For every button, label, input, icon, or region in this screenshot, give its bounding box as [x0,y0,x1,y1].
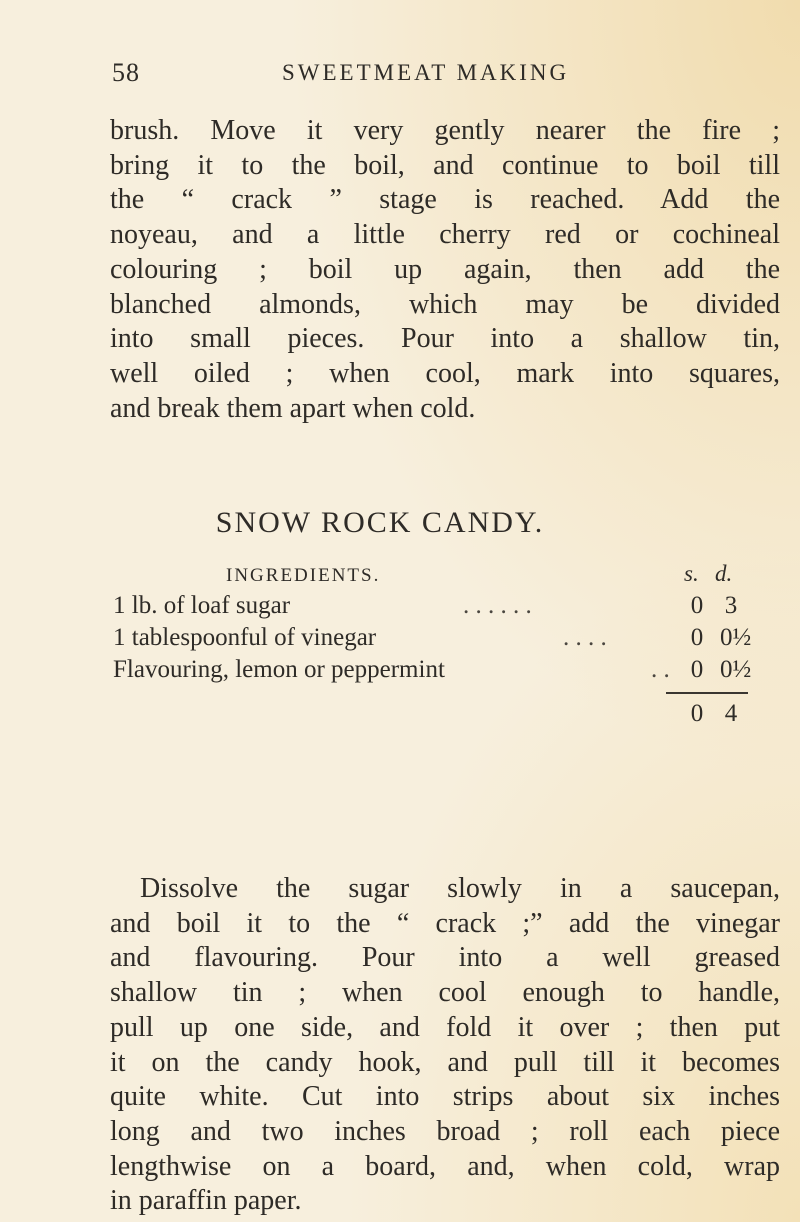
leader-dots: . . [651,656,670,683]
total-pence: 4 [724,700,738,727]
text-line: lengthwise on a board, and, when cold, wrap [110,1150,780,1182]
ingredients-heading: INGREDIENTS. [226,565,381,586]
ingredient-pence: 3 [724,592,738,619]
ingredient-pence: 0½ [720,656,752,683]
ingredient-row [113,624,753,656]
text-line: shallow tin ; when cool enough to handle, [110,977,780,1009]
ingredient-pence: 0½ [720,624,752,651]
ingredient-item: Flavouring, lemon or peppermint [113,656,445,683]
text-line: and flavouring. Pour into a well greased [110,942,780,974]
text-line: and boil it to the “ crack ;” add the vinegar [110,907,780,939]
leader-dots: . . . . . . [463,592,532,619]
shillings-column-header: s. [684,561,699,586]
text-line: and break them apart when cold. [110,392,476,424]
total-row [113,700,753,732]
ingredient-shillings: 0 [690,592,704,619]
ingredient-item: 1 tablespoonful of vinegar [113,624,377,651]
ingredient-row [113,592,753,624]
text-line: Dissolve the sugar slowly in a saucepan, [140,873,780,904]
text-line: into small pieces. Pour into a shallow tin, [110,323,780,355]
text-line: noyeau, and a little cherry red or cochineal [110,219,780,251]
text-line: colouring ; boil up again, then add the [110,253,780,285]
leader-dots: . . . . [563,624,607,651]
text-line: bring it to the boil, and continue to boil till [110,149,780,181]
text-line: blanched almonds, which may be divided [110,288,780,320]
ingredient-shillings: 0 [690,624,704,651]
recipe-title: SNOW ROCK CANDY. [215,506,545,539]
page-number: 58 [112,58,140,87]
text-line: well oiled ; when cool, mark into squares, [110,357,780,389]
text-line: brush. Move it very gently nearer the fire ; [110,115,780,146]
running-head [112,58,712,98]
text-line: long and two inches broad ; roll each piece [110,1115,780,1147]
text-line: it on the candy hook, and pull till it becomes [110,1046,780,1078]
paragraph-continued [110,114,780,426]
text-line: the “ crack ” stage is reached. Add the [110,184,780,216]
pence-column-header: d. [715,561,733,586]
ingredient-row [113,656,753,688]
running-title: SWEETMEAT MAKING [282,60,570,85]
sum-rule [666,692,748,694]
text-line: quite white. Cut into strips about six inches [110,1081,780,1113]
text-line: pull up one side, and fold it over ; then put [110,1011,780,1043]
ingredient-item: 1 lb. of loaf sugar [113,592,291,619]
method-paragraph [110,872,780,1219]
ingredient-shillings: 0 [690,656,704,683]
total-shillings: 0 [690,700,704,727]
text-line: in paraffin paper. [110,1185,302,1217]
